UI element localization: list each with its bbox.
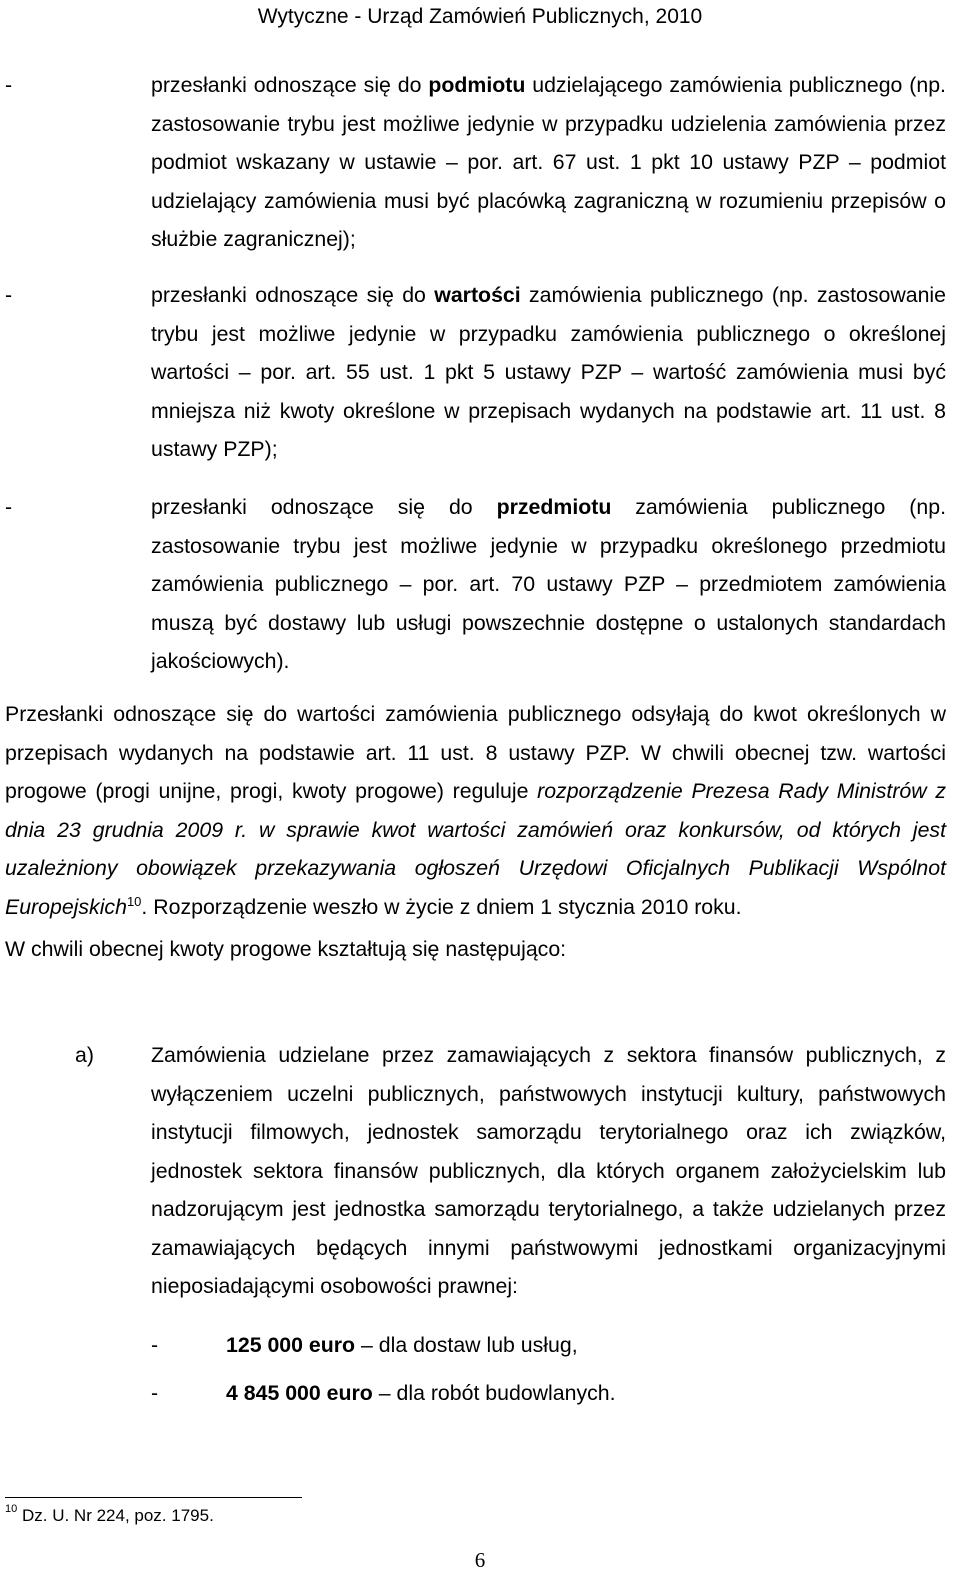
- point-marker: a): [75, 1043, 94, 1067]
- threshold-description: – dla robót budowlanych.: [372, 1381, 616, 1405]
- list-item-text: zamówienia publicznego (np. zastosowanie trybu jest możliwe jedynie w przypadku określonego przedmiotu zamówienia publicznego – por. art. 70 ustawy PZP – przedmiotem zamówienia muszą być dostawy lub usługi powszechnie dostępne o ustalonych standardach jakościowych).: [151, 495, 946, 673]
- body-paragraph: [5, 695, 946, 926]
- paragraph-text: Przesłanki odnoszące się do wartości zamówienia publicznego odsyłają do kwot określonych w przepisach wydanych na podstawie art. 11 ust. 8 ustawy PZP. W chwili obecnej tzw. wartości progowe (progi unijne, progi, kwoty progowe) reguluje: [5, 702, 946, 803]
- footnote-text: Dz. U. Nr 224, poz. 1795.: [17, 1506, 214, 1525]
- list-dash: -: [5, 73, 13, 97]
- page-number: 6: [474, 1548, 486, 1572]
- list-item-keyword: przedmiotu: [496, 495, 612, 519]
- regulation-title: rozporządzenie Prezesa Rady Ministrów z dnia 23 grudnia 2009 r. w sprawie kwot wartości zamówień oraz konkursów, od których jest uzależniony obowiązek przekazywania ogłoszeń Urzędowi Oficjalnych Publikacji Wspólnot Europejskich: [5, 779, 946, 919]
- footnote: [5, 1503, 214, 1529]
- list-dash: -: [5, 283, 13, 307]
- list-item: [151, 488, 946, 681]
- footnote-number: 10: [5, 1503, 18, 1515]
- threshold-dash: -: [151, 1333, 159, 1357]
- list-item-keyword: podmiotu: [428, 73, 526, 97]
- footnote-reference: 10: [126, 893, 142, 909]
- list-item-text: zamówienia publicznego (np. zastosowanie trybu jest możliwe jedynie w przypadku zamówienia publicznego o określonej wartości – por. art. 55 ust. 1 pkt 5 ustawy PZP – wartość zamówienia musi być mniejsza niż kwoty określone w przepisach wydanych na podstawie art. 11 ust. 8 ustawy PZP);: [151, 283, 946, 461]
- list-item-text: przesłanki odnoszące się do: [151, 283, 435, 307]
- list-item-text: przesłanki odnoszące się do: [151, 495, 497, 519]
- list-dash: -: [5, 495, 13, 519]
- list-item-text: przesłanki odnoszące się do: [151, 73, 429, 97]
- threshold-description: – dla dostaw lub usług,: [355, 1333, 578, 1357]
- list-item: [151, 276, 946, 469]
- threshold-dash: -: [151, 1381, 159, 1405]
- list-item: [151, 66, 946, 259]
- threshold-amount: 125 000 euro: [226, 1333, 356, 1357]
- threshold-item: [226, 1326, 578, 1365]
- list-item-keyword: wartości: [434, 283, 521, 307]
- footnote-separator: [5, 1497, 302, 1498]
- page-header: Wytyczne - Urząd Zamówień Publicznych, 2010: [257, 5, 703, 28]
- threshold-item: [226, 1374, 616, 1413]
- paragraph-text: . Rozporządzenie weszło w życie z dniem 1 stycznia 2010 roku.: [141, 894, 742, 919]
- point-text: Zamówienia udzielane przez zamawiających z sektora finansów publicznych, z wyłączeniem uczelni publicznych, państwowych instytucji kultury, państwowych instytucji filmowych, jednostek samorządu terytorialnego oraz ich związków, jednostek sektora finansów publicznych, dla których organem założycielskim lub nadzorującym jest jednostka samorządu terytorialnego, a także udzielanych przez zamawiających będących innymi państwowymi jednostkami organizacyjnymi nieposiadającymi osobowości prawnej:: [151, 1043, 946, 1298]
- threshold-amount: 4 845 000 euro: [226, 1381, 373, 1405]
- body-paragraph: W chwili obecnej kwoty progowe kształtują się następująco:: [5, 937, 567, 961]
- list-item-text: udzielającego zamówienia publicznego (np. zastosowanie trybu jest możliwe jedynie w przypadku udzielenia zamówienia przez podmiot wskazany w ustawie – por. art. 67 ust. 1 pkt 10 ustawy PZP – podmiot udzielający zamówienia musi być placówką zagraniczną w rozumieniu przepisów o służbie zagranicznej);: [151, 73, 946, 251]
